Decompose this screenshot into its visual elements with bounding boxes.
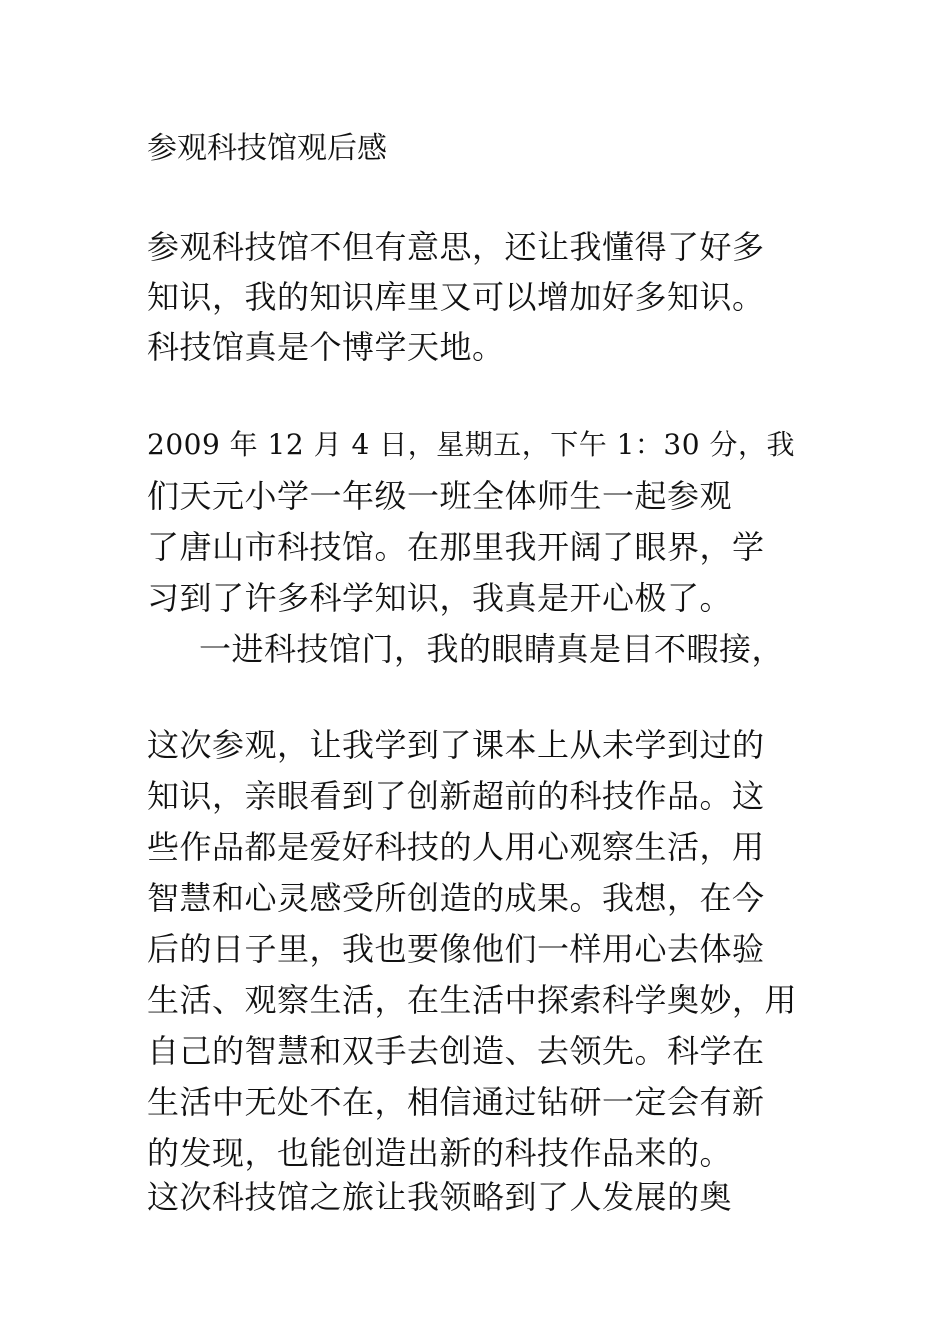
- paragraph-4-line-9: 的发现，也能创造出新的科技作品来的。: [147, 1134, 733, 1172]
- document-title: 参观科技馆观后感: [147, 131, 387, 166]
- paragraph-4-line-10: 这次科技馆之旅让我领略到了人发展的奥: [147, 1178, 733, 1216]
- paragraph-4-line-6: 生活、观察生活，在生活中探索科学奥妙，用: [147, 981, 798, 1019]
- paragraph-1-line-3: 科技馆真是个博学天地。: [147, 328, 505, 366]
- paragraph-1-line-2: 知识，我的知识库里又可以增加好多知识。: [147, 278, 765, 316]
- paragraph-4-line-2: 知识，亲眼看到了创新超前的科技作品。这: [147, 777, 765, 815]
- paragraph-4-line-1: 这次参观，让我学到了课本上从未学到过的: [147, 726, 765, 764]
- paragraph-4-line-4: 智慧和心灵感受所创造的成果。我想，在今: [147, 879, 765, 917]
- paragraph-4-line-7: 自己的智慧和双手去创造、去领先。科学在: [147, 1032, 765, 1070]
- paragraph-1-line-1: 参观科技馆不但有意思，还让我懂得了好多: [147, 228, 765, 266]
- paragraph-2-line-3: 了唐山市科技馆。在那里我开阔了眼界，学: [147, 528, 765, 566]
- paragraph-2-line-4: 习到了许多科学知识，我真是开心极了。: [147, 579, 733, 617]
- paragraph-2-line-1: 2009 年 12 月 4 日，星期五，下午 1：30 分，我: [147, 428, 795, 461]
- paragraph-4-line-5: 后的日子里，我也要像他们一样用心去体验: [147, 930, 765, 968]
- paragraph-4-line-8: 生活中无处不在，相信通过钻研一定会有新: [147, 1083, 765, 1121]
- paragraph-2-line-2: 们天元小学一年级一班全体师生一起参观: [147, 477, 733, 515]
- paragraph-3-line-1: 一进科技馆门，我的眼睛真是目不暇接，: [199, 630, 785, 668]
- paragraph-4-line-3: 些作品都是爱好科技的人用心观察生活，用: [147, 828, 765, 866]
